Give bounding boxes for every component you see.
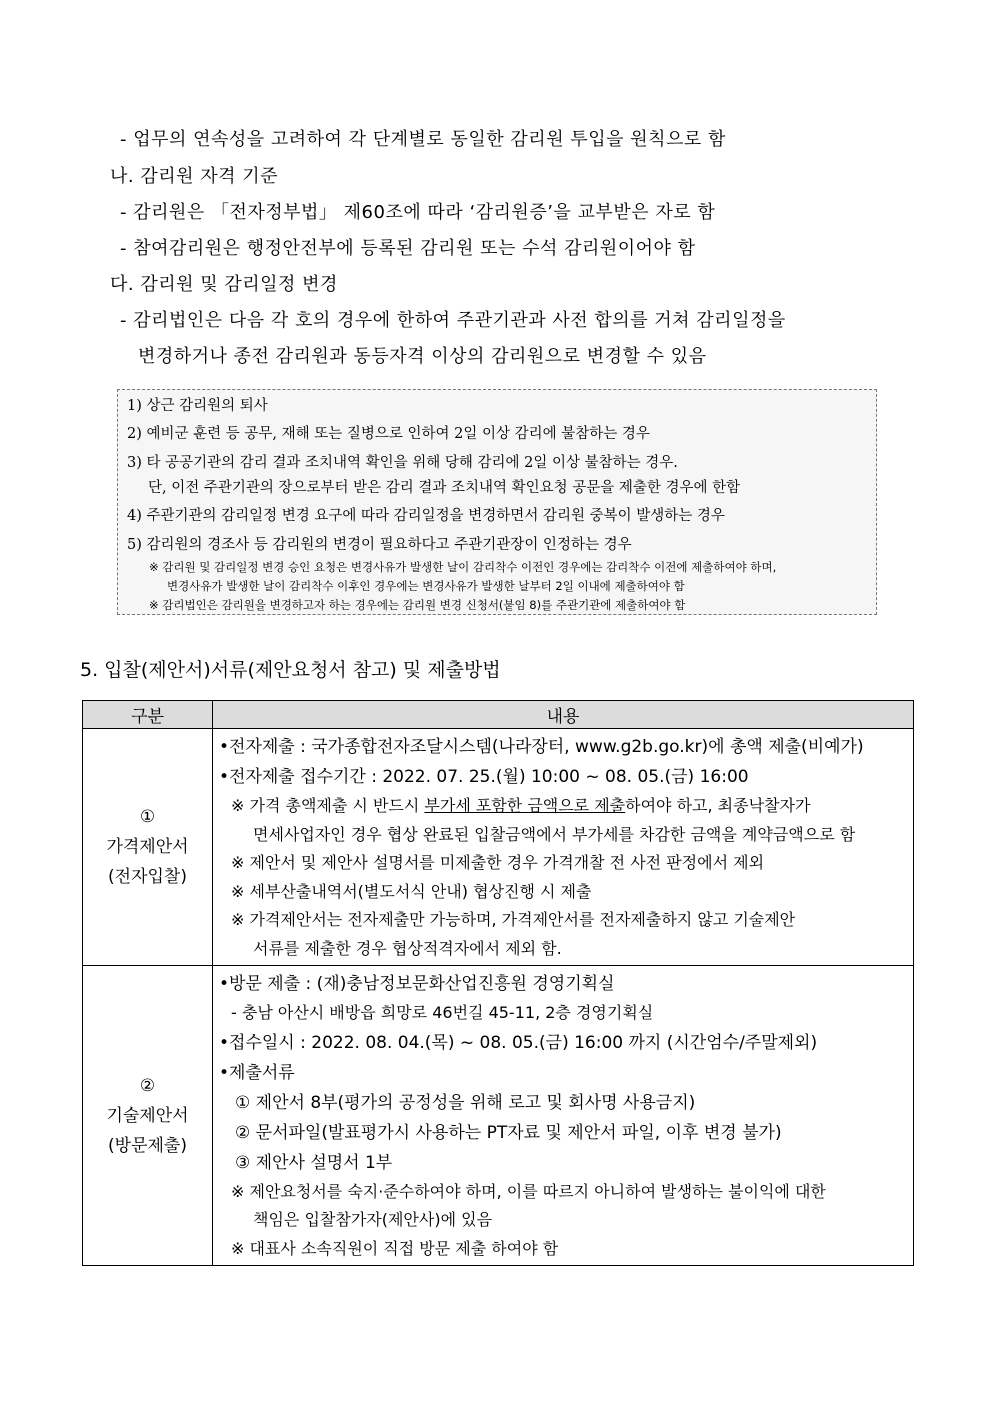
content-line: 서류를 제출한 경우 협상적격자에서 제외 함.	[253, 938, 562, 958]
box-item: 3) 타 공공기관의 감리 결과 조치내역 확인을 위해 당해 감리에 2일 이상 불참하는 경우.	[127, 455, 678, 471]
row-subtitle: (전자입찰)	[108, 867, 187, 887]
content-line: •접수일시 : 2022. 08. 04.(목) ~ 08. 05.(금) 16:00 까지 (시간엄수/주말제외)	[219, 1032, 818, 1053]
row-content-tech	[213, 966, 914, 1266]
row-title: 기술제안서	[106, 1105, 189, 1126]
subheading: 다. 감리원 및 감리일정 변경	[110, 274, 338, 295]
note-text: ※ 가격 총액제출 시 반드시	[231, 796, 425, 815]
box-item: 단, 이전 주관기관의 장으로부터 받은 감리 결과 조치내역 확인요청 공문을 제출한 경우에 한함	[148, 480, 741, 496]
box-note: ※ 감리원 및 감리일정 변경 승인 요청은 변경사유가 발생한 날이 감리착수 이전인 경우에는 감리착수 이전에 제출하여야 하며,	[149, 560, 777, 574]
row-subtitle: (방문제출)	[108, 1135, 187, 1156]
section-title: 5. 입찰(제안서)서류(제안요청서 참고) 및 제출방법	[80, 659, 501, 681]
box-item: 2) 예비군 훈련 등 공무, 재해 또는 질병으로 인하여 2일 이상 감리에 불참하는 경우	[127, 426, 650, 442]
table-header-row	[83, 701, 914, 729]
content-line: ※ 대표사 소속직원이 직접 방문 제출 하여야 함	[231, 1238, 559, 1258]
content-line: ② 문서파일(발표평가시 사용하는 PT자료 및 제안서 파일, 이후 변경 불가)	[235, 1122, 782, 1143]
table-row	[83, 966, 914, 1266]
text-line: - 업무의 연속성을 고려하여 각 단계별로 동일한 감리원 투입을 원칙으로 함	[120, 129, 726, 150]
content-line: •전자제출 : 국가종합전자조달시스템(나라장터, www.g2b.go.kr)에 총액 제출(비예가)	[219, 737, 864, 757]
box-note: ※ 감리법인은 감리원을 변경하고자 하는 경우에는 감리원 변경 신청서(붙임 8)를 주관기관에 제출하여야 함	[149, 598, 686, 612]
content-line: 면세사업자인 경우 협상 완료된 입찰금액에서 부가세를 차감한 금액을 계약금액으로 함	[253, 824, 856, 844]
table-row	[83, 729, 914, 966]
content-line: ※ 가격제안서는 전자제출만 가능하며, 가격제안서를 전자제출하지 않고 기술제안	[231, 910, 796, 929]
underlined-text: 부가세 포함한 금액으로 제출	[424, 796, 626, 815]
row-label-price	[83, 729, 213, 966]
row-number: ②	[139, 1075, 156, 1096]
box-item: 1) 상근 감리원의 퇴사	[127, 398, 268, 414]
box-item: 4) 주관기관의 감리일정 변경 요구에 따라 감리일정을 변경하면서 감리원 중복이 발생하는 경우	[127, 508, 725, 524]
text-line: - 참여감리원은 행정안전부에 등록된 감리원 또는 수석 감리원이어야 함	[120, 238, 696, 259]
row-title: 가격제안서	[106, 837, 189, 857]
subheading: 나. 감리원 자격 기준	[110, 166, 278, 187]
content-line: ③ 제안사 설명서 1부	[235, 1152, 393, 1173]
content-line: ※ 제안요청서를 숙지·준수하여야 하며, 이를 따르지 아니하여 발생하는 불이익에 대한	[231, 1181, 826, 1201]
header-content: 내용	[213, 701, 914, 729]
content-line	[219, 792, 913, 821]
content-line: •제출서류	[219, 1062, 295, 1083]
submission-table	[82, 700, 914, 1266]
conditions-box	[117, 389, 877, 615]
text-line: - 감리원은 「전자정부법」 제60조에 따라 ‘감리원증’을 교부받은 자로 함	[120, 202, 716, 223]
note-text: 하여야 하고, 최종낙찰자가	[625, 796, 811, 815]
content-line: ① 제안서 8부(평가의 공정성을 위해 로고 및 회사명 사용금지)	[235, 1092, 696, 1113]
content-line: •전자제출 접수기간 : 2022. 07. 25.(월) 10:00 ~ 08. 05.(금) 16:00	[219, 767, 749, 787]
row-number: ①	[139, 807, 156, 827]
box-note: 변경사유가 발생한 날이 감리착수 이후인 경우에는 변경사유가 발생한 날부터 2일 이내에 제출하여야 함	[167, 579, 685, 593]
text-line: - 감리법인은 다음 각 호의 경우에 한하여 주관기관과 사전 합의를 거쳐 감리일정을	[120, 310, 786, 331]
row-content-price	[213, 729, 914, 966]
text-line: 변경하거나 종전 감리원과 동등자격 이상의 감리원으로 변경할 수 있음	[138, 346, 707, 367]
content-line: - 충남 아산시 배방읍 희망로 46번길 45-11, 2층 경영기획실	[231, 1003, 654, 1022]
content-line: ※ 세부산출내역서(별도서식 안내) 협상진행 시 제출	[231, 881, 592, 901]
content-line: 책임은 입찰참가자(제안사)에 있음	[253, 1210, 493, 1229]
content-line: ※ 제안서 및 제안사 설명서를 미제출한 경우 가격개찰 전 사전 판정에서 제외	[231, 853, 765, 872]
box-item: 5) 감리원의 경조사 등 감리원의 변경이 필요하다고 주관기관장이 인정하는 경우	[127, 537, 632, 553]
header-category: 구분	[83, 701, 213, 729]
row-label-tech	[83, 966, 213, 1266]
content-line: •방문 제출 : (재)충남정보문화산업진흥원 경영기획실	[219, 974, 615, 994]
